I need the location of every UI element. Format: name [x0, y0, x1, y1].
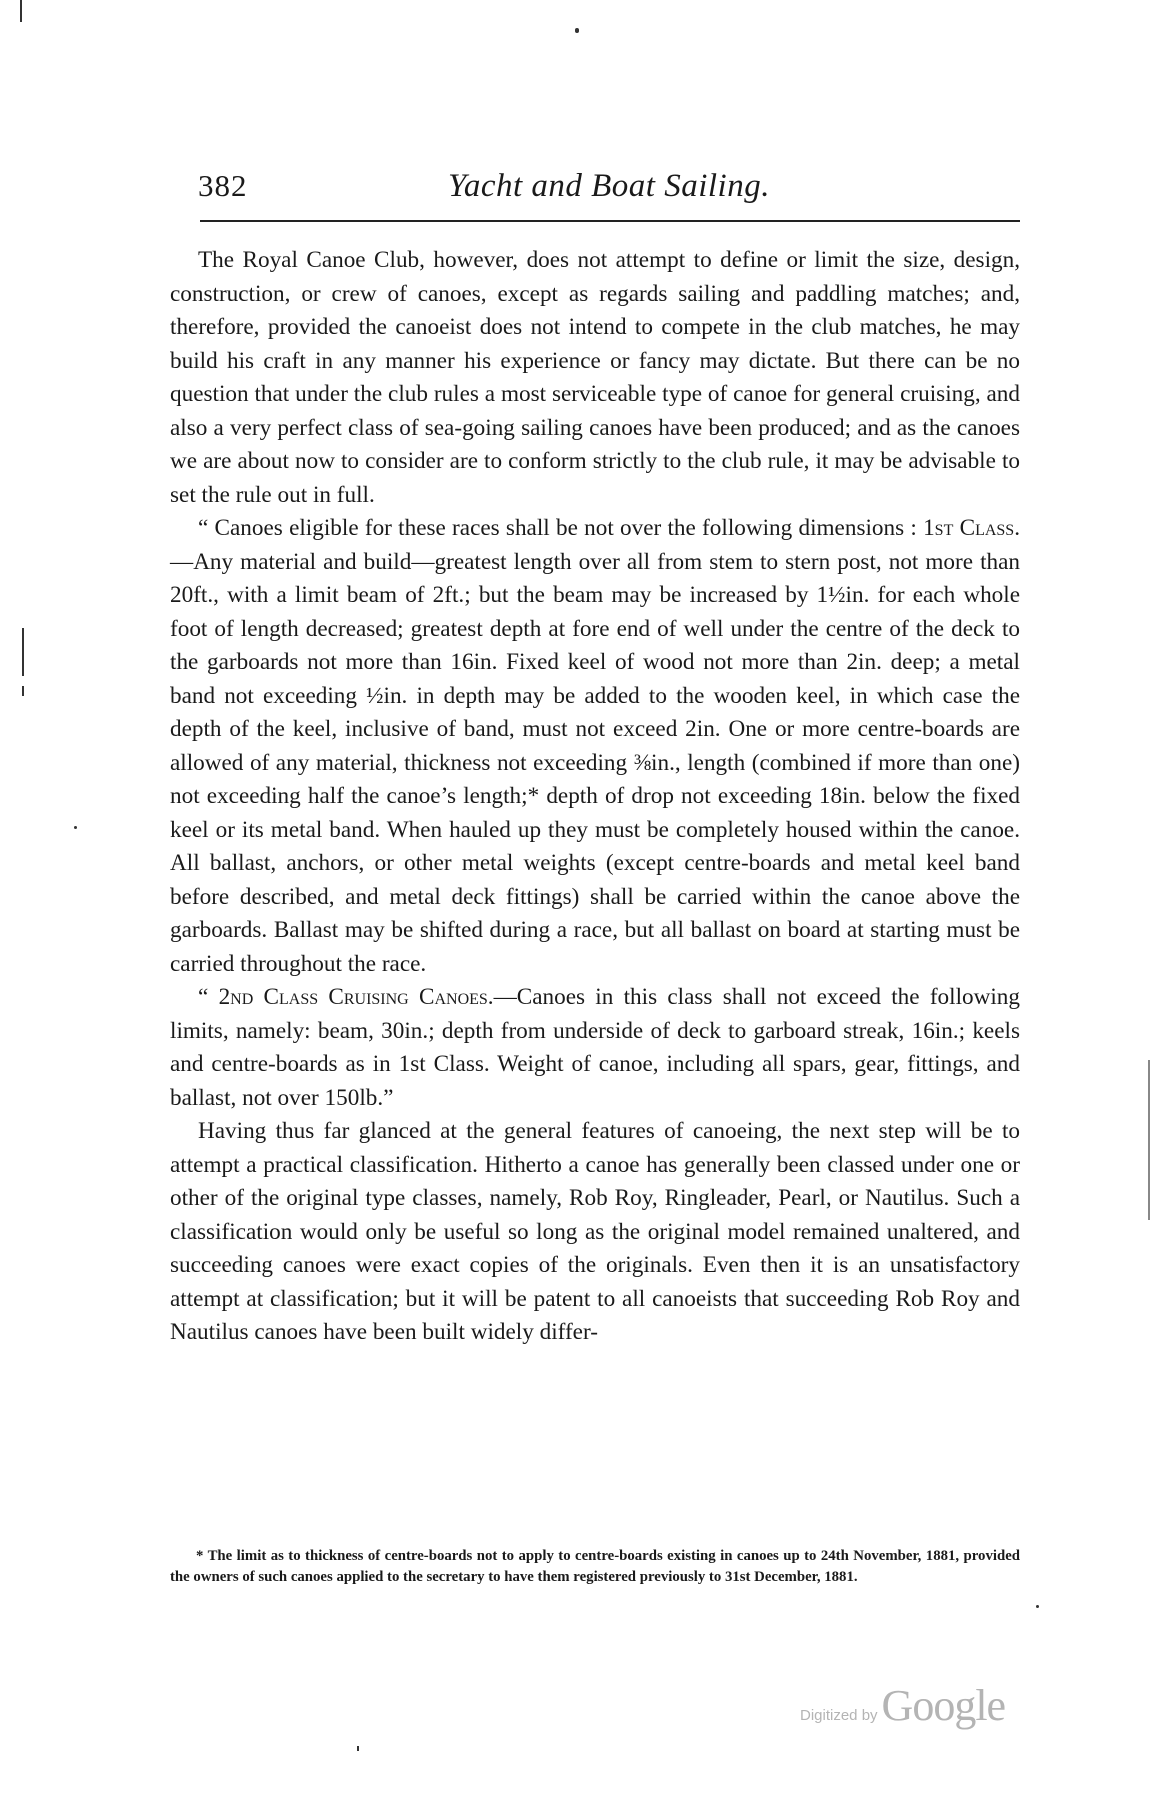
- page-header: [198, 168, 1020, 218]
- paragraph-3-lead: “: [198, 984, 219, 1010]
- first-class-heading: 1st Class: [923, 515, 1015, 541]
- paragraph-3: [170, 981, 1020, 1115]
- running-title: Yacht and Boat Sailing.: [448, 168, 770, 204]
- scan-speck: [575, 28, 579, 33]
- paragraph-1: The Royal Canoe Club, however, does not attempt to define or limit the size, design, construction, or crew of canoes, except as regards sailing and paddling matches; and, therefore, provided the canoeist does not intend to compete in the club matches, he may build his craft in any manner his experience or fancy may dictate. But there can be no question that under the club rules a most serviceable type of canoe for general cruising, and also a very perfect class of sea-going sailing canoes have been produced; and as the canoes we are about now to consider are to conform strictly to the club rule, it may be advisable to set the rule out in full.: [170, 247, 1020, 508]
- scan-speck: [20, 0, 22, 22]
- paragraph-3-text: .—Canoes in this class shall not exceed the following limits, namely: beam, 30in.; depth from underside of deck to garboard streak, 16in.; keels and centre-boards as in 1st Class. Weight of canoe, including all spars, gear, fittings, and ballast, not over 150lb.”: [170, 984, 1020, 1111]
- header-rule: [200, 220, 1020, 222]
- second-class-heading: 2nd Class Cruising Canoes: [218, 984, 488, 1010]
- digitized-watermark: [800, 1680, 1005, 1730]
- body-text: [170, 244, 1020, 1350]
- scan-speck: [357, 1746, 359, 1751]
- paragraph-4: Having thus far glanced at the general features of canoeing, the next step will be to attempt a practical classification. Hitherto a canoe has generally been classed under one or other of the original type classes, namely, Rob Roy, Ringleader, Pearl, or Nautilus. Such a classification would only be useful so long as the original model remained unaltered, and succeeding canoes were exact copies of the originals. Even then it is an unsatisfactory attempt at classification; but it will be patent to all canoeists that succeeding Rob Roy and Nautilus canoes have been built widely differ-: [170, 1118, 1020, 1345]
- scan-speck: [1148, 1060, 1150, 1220]
- footnote-text: * The limit as to thickness of centre-boards not to apply to centre-boards existing in canoes up to 24th November, 1881, provided the owners of such canoes applied to the secretary to have them registered previously to 31st December, 1881.: [170, 1548, 1020, 1585]
- paragraph-2: [170, 512, 1020, 981]
- watermark-prefix: Digitized by: [800, 1707, 878, 1724]
- paragraph-2-text: .—Any material and build—greatest length over all from stem to stern post, not more than 20ft., with a limit beam of 2ft.; but the beam may be increased by 1½in. for each whole foot of length decreased; greatest depth at fore end of well under the centre of the deck to the garboards not more than 16in. Fixed keel of wood not more than 2in. deep; a metal band not exceeding ½in. in depth may be added to the wooden keel, in which case the depth of the keel, inclusive of band, must not exceed 2in. One or more centre-boards are allowed of any material, thickness not exceeding ⅜in., length (combined if more than one) not exceeding half the canoe’s length;* depth of drop not exceeding 18in. below the fixed keel or its metal band. When hauled up they must be completely housed within the canoe. All ballast, anchors, or other metal weights (except centre-boards and metal keel band before described, and metal deck fittings) shall be carried within the canoe above the garboards. Ballast may be shifted during a race, but all ballast on board at starting must be carried throughout the race.: [170, 515, 1020, 977]
- scan-speck: [74, 826, 77, 829]
- google-logo: Google: [881, 1681, 1006, 1730]
- scan-speck: [22, 628, 24, 676]
- scan-speck: [22, 686, 24, 696]
- paragraph-2-lead: “ Canoes eligible for these races shall be not over the following dimensions :: [198, 515, 924, 541]
- scan-speck: [1036, 1605, 1039, 1608]
- footnote: [170, 1546, 1020, 1588]
- page-number: 382: [198, 168, 248, 203]
